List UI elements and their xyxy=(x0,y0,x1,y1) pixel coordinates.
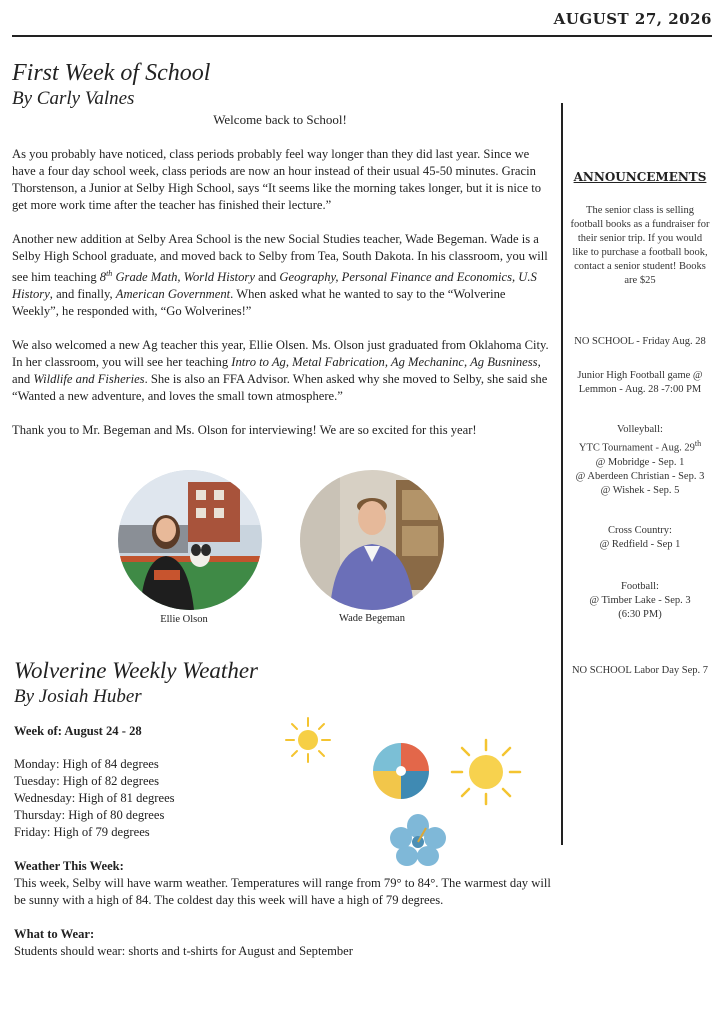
beach-ball-icon xyxy=(371,741,431,801)
weather-day: Tuesday: High of 82 degrees xyxy=(14,774,160,788)
photo-caption-ellie: Ellie Olson xyxy=(160,614,208,625)
paragraph-1: As you probably have noticed, class periods probably feel way longer than they did last year. Since we have a four day school week, class periods are now an hour instead of their usual 45-50 minutes. Gracin Thorstenson, a Junior at Selby High School, says “It seems like the morning takes longer, but it is nice to get more work time after the teacher has finished their lecture.” xyxy=(12,147,542,212)
welcome-line: Welcome back to School! xyxy=(213,112,347,127)
announcement-jh-football: Junior High Football game @ Lemmon - Aug. 28 -7:00 PM xyxy=(577,370,703,395)
photo-wade-begeman xyxy=(300,470,444,610)
announcements-title: ANNOUNCEMENTS xyxy=(573,170,707,184)
weather-this-week-heading: Weather This Week: xyxy=(14,859,124,873)
announcements-sidebar xyxy=(570,170,710,678)
announcement-no-school-aug28: NO SCHOOL - Friday Aug. 28 xyxy=(574,336,706,347)
weather-byline: By Josiah Huber xyxy=(14,686,142,707)
paragraph-3: We also welcomed a new Ag teacher this year, Ellie Olsen. Ms. Olson just graduated from Oklahoma City. In her classroom, you will see her teaching Intro to Ag, Metal Fabrication, Ag Mechaninc, Ag Busniness, and Wildlife and Fisheries. She is also an FFA Advisor. When asked why she moved to Selby, she said she “Wanted a new adventure, and loves the small town atmosphere.” xyxy=(12,338,549,404)
article-title: First Week of School xyxy=(12,60,211,86)
announcement-cross-country: Cross Country: @ Redfield - Sep 1 xyxy=(599,524,681,550)
weather-title: Wolverine Weekly Weather xyxy=(14,658,258,683)
paragraph-4: Thank you to Mr. Begeman and Ms. Olson for interviewing! We are so excited for this year! xyxy=(12,423,477,438)
announcement-football: Football: @ Timber Lake - Sep. 3 (6:30 PM) xyxy=(589,580,691,620)
sun-icon xyxy=(284,716,332,764)
weather-this-week-text: This week, Selby will have warm weather. Temperatures will range from 79° to 84°. The warmest day will be sunny with a high of 84. The coldest day this week will have a high of 79 degrees. xyxy=(14,876,551,907)
article-weather xyxy=(14,656,554,960)
weather-day: Monday: High of 84 degrees xyxy=(14,757,159,771)
announcement-volleyball: Volleyball: YTC Tournament - Aug. 29th @ Mobridge - Sep. 1 @ Aberdeen Christian - Sep. 3 @ Wishek - Sep. 5 xyxy=(575,424,705,496)
announcement-senior-books: The senior class is selling football books as a fundraiser for their senior trip. If you would like to purchase a football book, contact a senior student! Books are $25 xyxy=(570,205,710,286)
announcement-no-school-labor-day: NO SCHOOL Labor Day Sep. 7 xyxy=(571,664,709,676)
hibiscus-icon xyxy=(390,814,446,866)
weather-day: Thursday: High of 80 degrees xyxy=(14,808,165,822)
weather-week: Week of: August 24 - 28 xyxy=(14,724,142,738)
issue-date: AUGUST 27, 2026 xyxy=(553,10,712,28)
photo-ellie-olson xyxy=(118,470,262,610)
article-byline: By Carly Valnes xyxy=(12,88,135,109)
what-to-wear-heading: What to Wear: xyxy=(14,927,95,941)
what-to-wear-text: Students should wear: shorts and t-shirts for August and September xyxy=(14,944,353,958)
weather-day: Friday: High of 79 degrees xyxy=(14,825,150,839)
sun-icon xyxy=(450,738,522,806)
column-divider xyxy=(561,103,563,845)
weather-day: Wednesday: High of 81 degrees xyxy=(14,791,175,805)
article-first-week xyxy=(12,58,552,439)
photo-caption-wade: Wade Begeman xyxy=(339,613,405,624)
header-rule xyxy=(12,35,712,37)
paragraph-2: Another new addition at Selby Area School is the new Social Studies teacher, Wade Begeman. Wade is a Selby High School graduate, and moved back to Selby from Tea, South Dakota. In his classroom, you will see him teaching 8th Grade Math, World History and Geography, Personal Finance and Economics, U.S History, and finally, American Government. When asked what he wanted to say to the “Wolverine Weekly”, he responded with, “Go Wolverines!” xyxy=(12,232,548,319)
